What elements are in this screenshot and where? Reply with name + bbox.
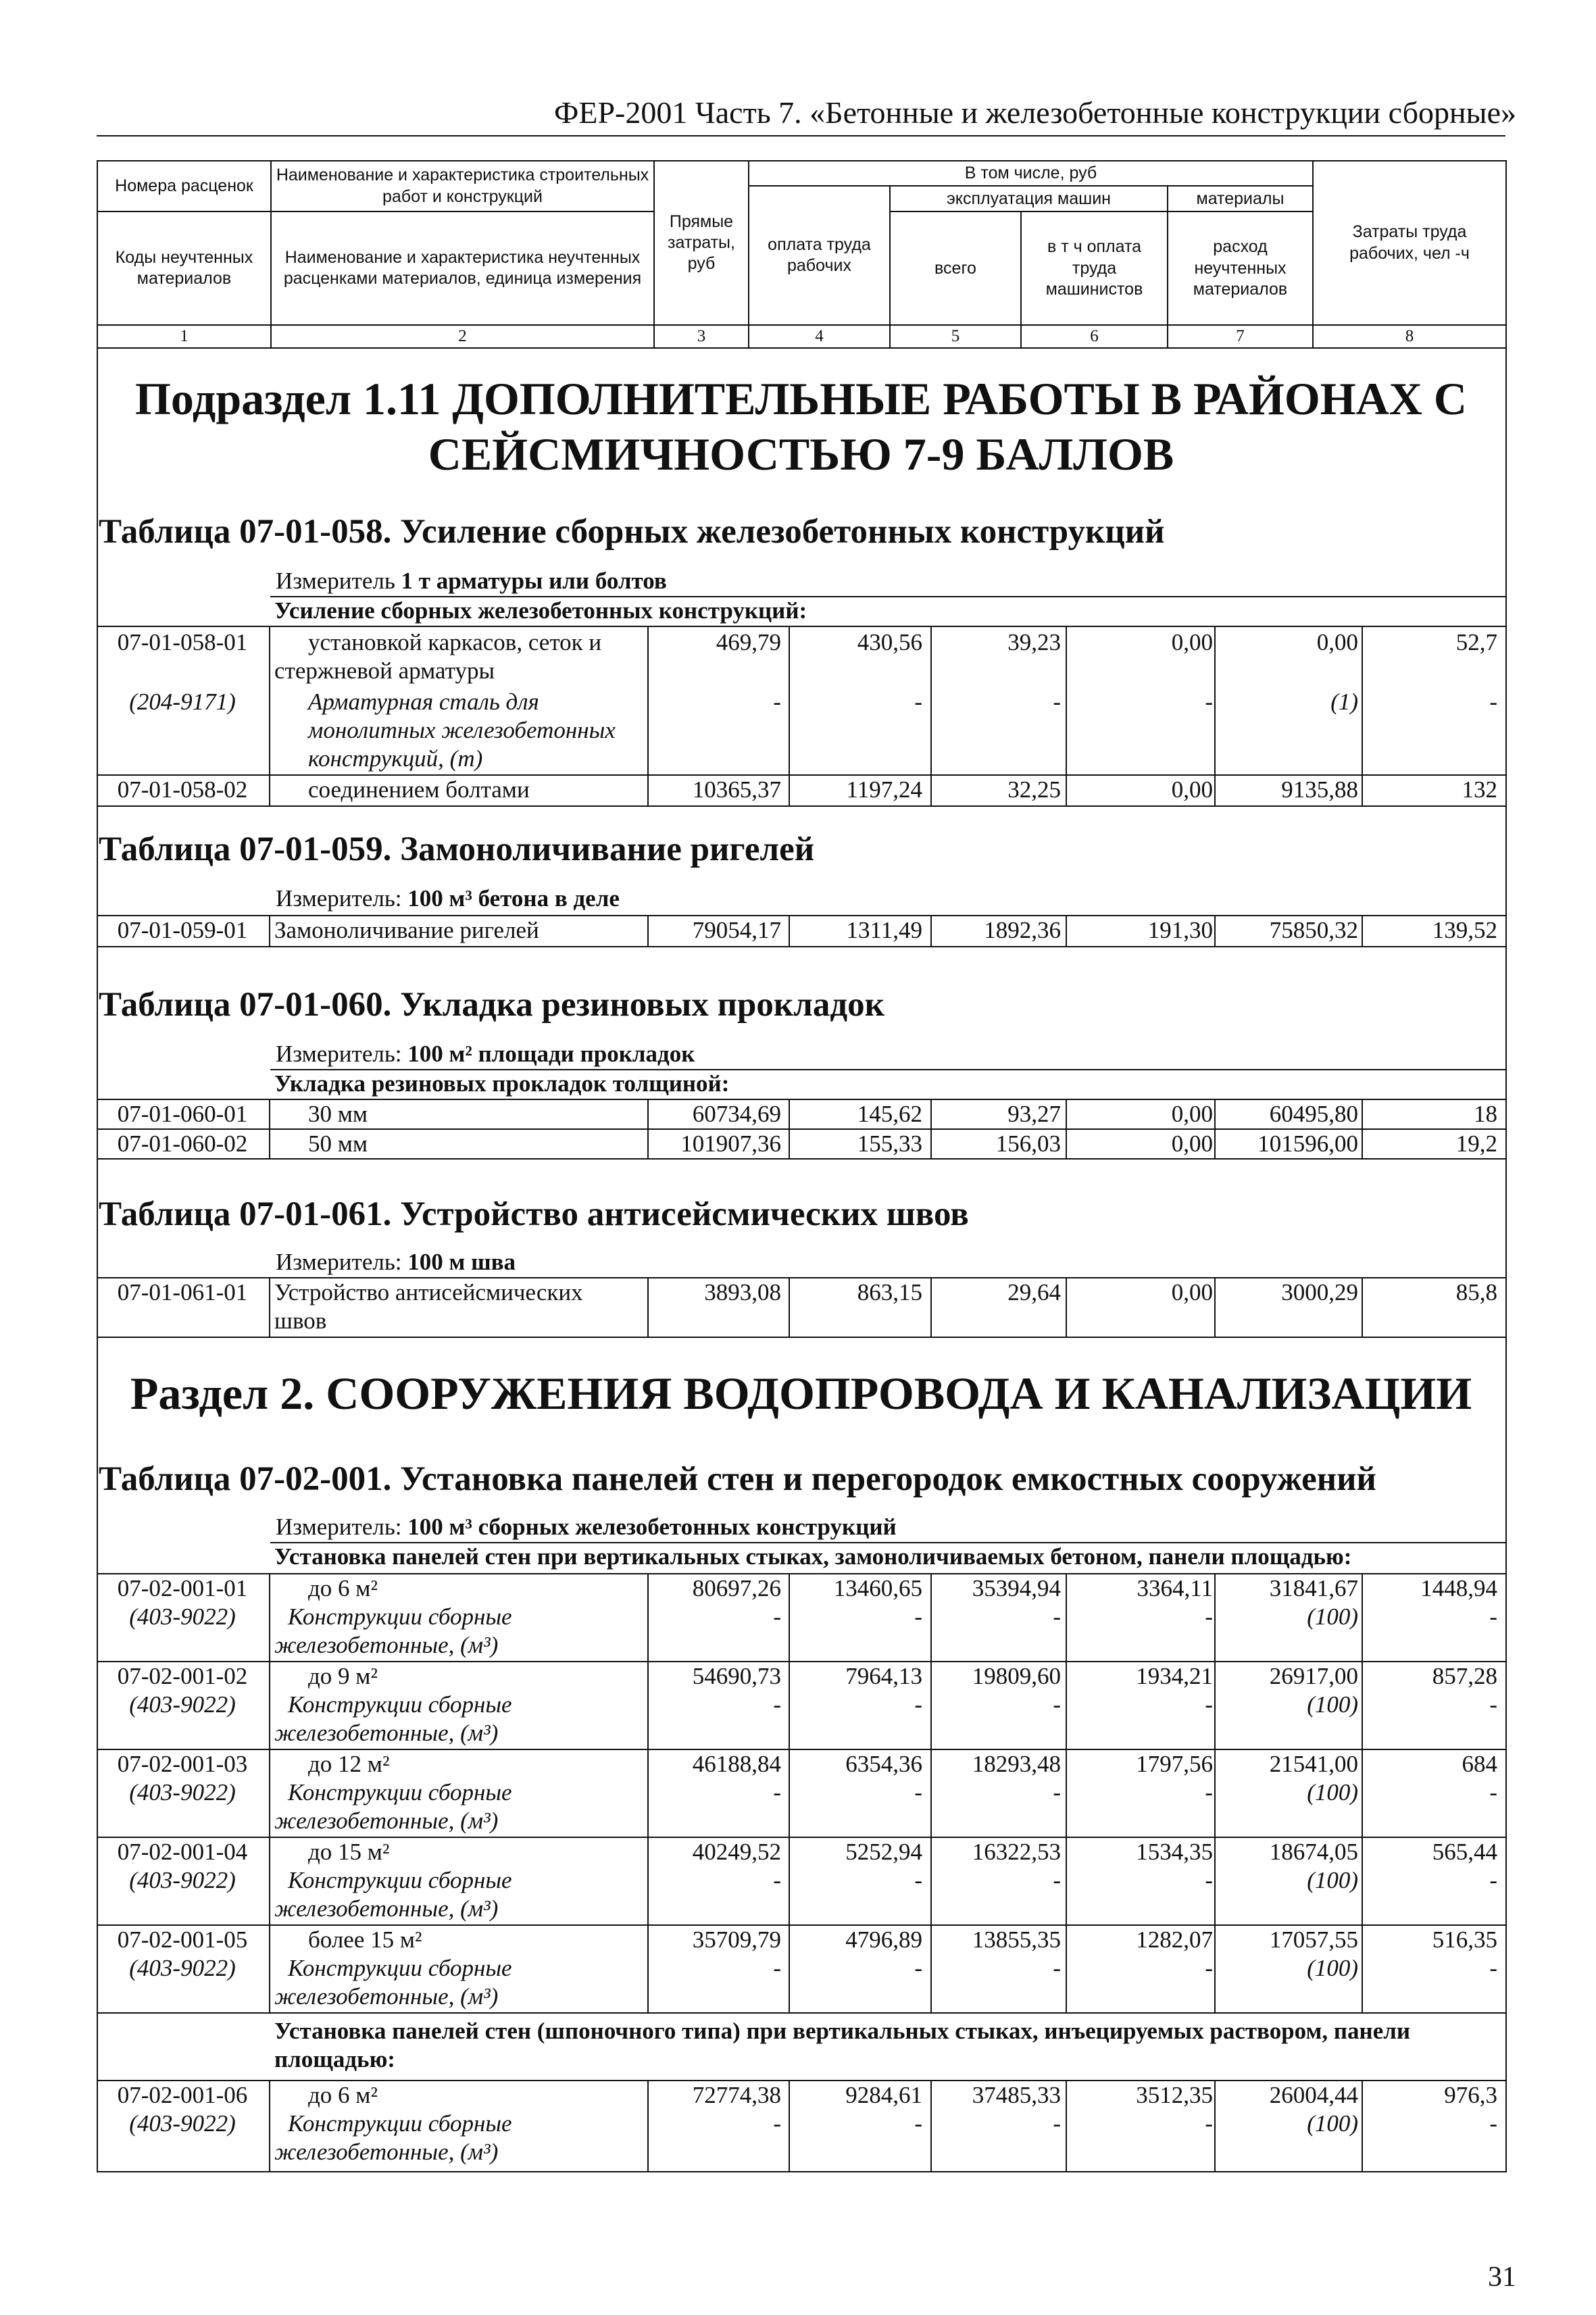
mat-c7: (100)	[1307, 1691, 1358, 1718]
col-rule	[269, 1924, 270, 2012]
measure-label: Измеритель:	[276, 1041, 402, 1067]
col-rule	[1362, 1573, 1363, 1661]
table-2001-group2-line2: площадью:	[274, 2046, 395, 2072]
material-name: Конструкции сборные	[288, 1691, 512, 1718]
rule	[97, 946, 1505, 947]
material-name: Конструкции сборные	[288, 1867, 512, 1893]
cell-c6: 1934,21	[1136, 1663, 1213, 1689]
cell-c8: 565,44	[1432, 1839, 1497, 1865]
col-rule	[1362, 1837, 1363, 1924]
col-rule	[1214, 626, 1216, 805]
material-code: (403-9022)	[129, 1691, 236, 1718]
col-rule	[1362, 1099, 1363, 1158]
col-2-top-label: Наименование и характеристика строительных работ и конструкций	[271, 161, 654, 211]
cell-c7: 26004,44	[1269, 2082, 1358, 2108]
measure-value: 1 т арматуры или болтов	[401, 568, 667, 594]
rule	[97, 626, 1505, 627]
row-code: 07-02-001-02	[117, 1663, 248, 1689]
material-code: (403-9022)	[129, 1867, 236, 1893]
col-rule	[930, 1277, 932, 1337]
col-rule	[269, 1661, 270, 1749]
cell-c5: 18293,48	[972, 1751, 1061, 1777]
col-rule	[930, 2080, 932, 2171]
row-code: 07-01-058-01	[117, 629, 248, 655]
cell-c7: 18674,05	[1269, 1839, 1358, 1865]
col-rule	[269, 626, 270, 805]
table-058-title: Таблица 07-01-058. Усиление сборных железобетонных конструкций	[99, 513, 1165, 551]
row-code: 07-02-001-06	[117, 2082, 248, 2108]
cell-c8: 857,28	[1432, 1663, 1497, 1689]
col-rule	[1066, 1837, 1067, 1924]
mat-c6: -	[1205, 1867, 1213, 1893]
row-name: до 6 м²	[308, 2082, 378, 2108]
col-rule	[1066, 1924, 1067, 2012]
mat-c6: -	[1205, 2110, 1213, 2137]
mat-c3: -	[773, 1779, 781, 1806]
table-2001-group2-line1: Установка панелей стен (шпоночного типа) при вертикальных стыках, инъецируемых раствором, панели	[274, 2018, 1411, 2044]
in-that-label: В том числе, руб	[749, 161, 1313, 186]
cell-c5: 19809,60	[972, 1663, 1061, 1689]
table-061-title: Таблица 07-01-061. Устройство антисейсмических швов	[99, 1195, 969, 1233]
rule	[97, 1158, 1505, 1160]
cell-c5: 16322,53	[972, 1839, 1061, 1865]
col-rule	[647, 626, 649, 805]
col-rule	[1362, 1924, 1363, 2012]
cell-c3: 35709,79	[692, 1926, 781, 1953]
col-rule	[789, 915, 790, 946]
cell-c6: 0,00	[1171, 629, 1213, 655]
col-number: 7	[1168, 325, 1313, 347]
col-rule	[1362, 1661, 1363, 1749]
table-058-group: Усиление сборных железобетонных конструкций:	[274, 597, 807, 624]
col-rule	[1066, 626, 1067, 805]
col-2-bottom-label: Наименование и характеристика неучтенных расценками материалов, единица измерения	[271, 211, 654, 325]
row-name: 50 мм	[308, 1130, 368, 1157]
cell-c5: 93,27	[1007, 1101, 1061, 1127]
cell-c3: 54690,73	[692, 1663, 781, 1689]
cell-c8: 132	[1462, 776, 1497, 803]
material-code: (403-9022)	[129, 2110, 236, 2137]
mat-c6: -	[1205, 1603, 1213, 1630]
table-059-measure	[276, 885, 620, 912]
row-name: Устройство антисейсмических швов	[274, 1279, 583, 1334]
col-rule	[789, 1573, 790, 1661]
col-rule	[930, 1573, 932, 1661]
material-code: (403-9022)	[129, 1603, 236, 1630]
material-unit: железобетонные, (м³)	[274, 1632, 499, 1658]
cell-c7: 75850,32	[1269, 917, 1358, 943]
col-rule	[789, 1837, 790, 1924]
mat-c3: -	[773, 1955, 781, 1981]
measure-label: Измеритель:	[276, 1249, 402, 1275]
row-code: 07-02-001-04	[117, 1839, 248, 1865]
mat-c5: -	[1053, 689, 1061, 715]
cell-c5: 37485,33	[972, 2082, 1061, 2108]
measure-label: Измеритель:	[276, 1514, 402, 1540]
cell-c8: 52,7	[1455, 629, 1497, 655]
cell-c3: 469,79	[716, 629, 781, 655]
col-4-label: оплата труда рабочих	[749, 186, 890, 325]
col-rule	[1214, 1099, 1216, 1158]
cell-c4: 6354,36	[845, 1751, 922, 1777]
table-058-measure	[276, 568, 667, 595]
cell-c8: 19,2	[1455, 1130, 1497, 1157]
table-060-title: Таблица 07-01-060. Укладка резиновых прокладок	[99, 986, 885, 1024]
col-rule	[647, 1277, 649, 1337]
mat-c6: -	[1205, 1779, 1213, 1806]
cell-c3: 72774,38	[692, 2082, 781, 2108]
col-rule	[930, 1749, 932, 1837]
row-code: 07-01-060-02	[117, 1130, 248, 1157]
cell-c6: 191,30	[1147, 917, 1213, 943]
mat-c7: (1)	[1330, 689, 1358, 715]
col-rule	[1214, 1277, 1216, 1337]
cell-c4: 13460,65	[833, 1575, 922, 1601]
col-number: 4	[749, 325, 890, 347]
col-rule	[269, 2080, 270, 2171]
table-2001-measure	[276, 1514, 897, 1541]
col-rule	[1066, 1749, 1067, 1837]
col-rule	[1362, 2080, 1363, 2171]
material-name: Конструкции сборные	[288, 2110, 512, 2137]
col-rule	[647, 915, 649, 946]
col-rule	[789, 1099, 790, 1158]
mat-c8: -	[1489, 1955, 1497, 1981]
col-rule	[930, 626, 932, 805]
cell-c7: 17057,55	[1269, 1926, 1358, 1953]
cell-c5: 39,23	[1007, 629, 1061, 655]
mat-c5: -	[1053, 1603, 1061, 1630]
cell-c8: 1448,94	[1420, 1575, 1497, 1601]
mat-c3: -	[773, 1603, 781, 1630]
measure-value: 100 м² площади прокладок	[407, 1041, 695, 1067]
col-rule	[1362, 915, 1363, 946]
cell-c4: 430,56	[857, 629, 922, 655]
material-code: (403-9022)	[129, 1779, 236, 1806]
row-code: 07-01-058-02	[117, 776, 248, 803]
col-1-top-label: Номера расценок	[97, 161, 271, 211]
cell-c4: 863,15	[857, 1279, 922, 1305]
cell-c7: 31841,67	[1269, 1575, 1358, 1601]
col-rule	[789, 626, 790, 805]
mat-c7: (100)	[1307, 2110, 1358, 2137]
cell-c8: 684	[1462, 1751, 1497, 1777]
cell-c7: 101596,00	[1257, 1130, 1358, 1157]
row-name: Замоноличивание ригелей	[274, 917, 539, 943]
col-rule	[930, 1661, 932, 1749]
cell-c6: 0,00	[1171, 1279, 1213, 1305]
page-number: 31	[1488, 2262, 1516, 2293]
col-rule	[1362, 1277, 1363, 1337]
cell-c6: 0,00	[1171, 1130, 1213, 1157]
mat-c3: -	[773, 1691, 781, 1718]
material-name: Конструкции сборные	[288, 1955, 512, 1981]
rule	[97, 1337, 1505, 1338]
machines-label: эксплуатация машин	[890, 186, 1168, 211]
table-061-measure	[276, 1249, 516, 1276]
col-rule	[789, 1924, 790, 2012]
cell-c5: 156,03	[995, 1130, 1061, 1157]
mat-c3: -	[773, 1867, 781, 1893]
running-header: ФЕР-2001 Часть 7. «Бетонные и железобетонные конструкции сборные»	[554, 95, 1516, 130]
mat-c8: -	[1489, 689, 1497, 715]
col-rule	[1066, 915, 1067, 946]
measure-value: 100 м шва	[407, 1249, 516, 1275]
col-rule	[269, 1837, 270, 1924]
cell-c6: 0,00	[1171, 1101, 1213, 1127]
mat-c8: -	[1489, 2110, 1497, 2137]
col-3-label: Прямые затраты, руб	[654, 161, 749, 325]
mat-c4: -	[914, 1867, 922, 1893]
cell-c4: 9284,61	[845, 2082, 922, 2108]
row-code: 07-02-001-05	[117, 1926, 248, 1953]
cell-c8: 18	[1474, 1101, 1497, 1127]
material-name: Конструкции сборные	[288, 1779, 512, 1806]
row-name: 30 мм	[308, 1101, 368, 1127]
material-name: Конструкции сборные	[288, 1603, 512, 1630]
material-unit: железобетонные, (м³)	[274, 1720, 499, 1746]
row-name: до 9 м²	[308, 1663, 378, 1689]
row-name: установкой каркасов, сеток и стержневой арматуры	[274, 629, 602, 684]
col-rule	[1214, 1749, 1216, 1837]
col-rule	[647, 1573, 649, 1661]
col-number: 5	[890, 325, 1021, 347]
cell-c8: 85,8	[1455, 1279, 1497, 1305]
row-code: 07-01-061-01	[117, 1279, 248, 1305]
row-name: до 12 м²	[308, 1751, 390, 1777]
table-060-measure	[276, 1041, 695, 1068]
mat-c5: -	[1053, 2110, 1061, 2137]
col-rule	[647, 1837, 649, 1924]
cell-c3: 10365,37	[692, 776, 781, 803]
header-rule	[97, 135, 1505, 136]
rule	[97, 2171, 1505, 2172]
row-name: до 15 м²	[308, 1839, 390, 1865]
col-rule	[269, 1573, 270, 1661]
material-unit: железобетонные, (м³)	[274, 1895, 499, 1922]
material-unit: железобетонные, (м³)	[274, 1808, 499, 1834]
mat-c4: -	[914, 1603, 922, 1630]
material-unit: железобетонные, (м³)	[274, 1983, 499, 2010]
materials-label: материалы	[1168, 186, 1313, 211]
col-1-bottom-label: Коды неучтенных материалов	[97, 211, 271, 325]
cell-c6: 3364,11	[1137, 1575, 1213, 1601]
cell-c4: 1197,24	[846, 776, 922, 803]
col-rule	[1362, 626, 1363, 805]
col-number: 1	[97, 325, 271, 347]
col-5-label: всего	[890, 211, 1021, 325]
col-rule	[647, 1661, 649, 1749]
col-rule	[930, 915, 932, 946]
col-rule	[1214, 1924, 1216, 2012]
mat-c5: -	[1053, 1691, 1061, 1718]
rule	[97, 2080, 1505, 2081]
mat-c4: -	[914, 689, 922, 715]
material-unit: железобетонные, (м³)	[274, 2139, 499, 2165]
mat-c5: -	[1053, 1779, 1061, 1806]
cell-c5: 13855,35	[972, 1926, 1061, 1953]
col-rule	[647, 1099, 649, 1158]
measure-label: Измеритель	[276, 568, 395, 594]
mat-c7: (100)	[1307, 1779, 1358, 1806]
material-name: Арматурная сталь для монолитных железобетонных конструкций, (т)	[308, 689, 616, 772]
cell-c4: 4796,89	[845, 1926, 922, 1953]
col-rule	[789, 1661, 790, 1749]
subsection-title-line1: Подраздел 1.11 ДОПОЛНИТЕЛЬНЫЕ РАБОТЫ В РАЙОНАХ С	[135, 373, 1467, 424]
column-header-table	[97, 160, 1507, 349]
mat-c4: -	[914, 1955, 922, 1981]
mat-c8: -	[1489, 1691, 1497, 1718]
rule	[97, 2012, 1505, 2014]
col-rule	[269, 1277, 270, 1337]
cell-c3: 46188,84	[692, 1751, 781, 1777]
cell-c6: 1534,35	[1136, 1839, 1213, 1865]
col-rule	[269, 1099, 270, 1158]
cell-c3: 101907,36	[680, 1130, 781, 1157]
mat-c6: -	[1205, 1955, 1213, 1981]
col-rule	[789, 1277, 790, 1337]
mat-c7: (100)	[1307, 1955, 1358, 1981]
mat-c3: -	[773, 689, 781, 715]
col-number: 6	[1021, 325, 1168, 347]
mat-c6: -	[1205, 1691, 1213, 1718]
mat-c7: (100)	[1307, 1867, 1358, 1893]
cell-c5: 29,64	[1007, 1279, 1061, 1305]
row-name: до 6 м²	[308, 1575, 378, 1601]
col-rule	[1066, 1277, 1067, 1337]
material-code: (403-9022)	[129, 1955, 236, 1981]
col-rule	[1214, 1661, 1216, 1749]
col-8-label: Затраты труда рабочих, чел -ч	[1313, 161, 1506, 325]
mat-c3: -	[773, 2110, 781, 2137]
col-rule	[789, 2080, 790, 2171]
material-code: (204-9171)	[129, 689, 236, 715]
cell-c7: 9135,88	[1281, 776, 1358, 803]
measure-value: 100 м³ бетона в деле	[407, 885, 620, 912]
mat-c5: -	[1053, 1867, 1061, 1893]
col-7-label: расход неучтенных материалов	[1168, 211, 1313, 325]
cell-c8: 139,52	[1432, 917, 1497, 943]
col-6-label: в т ч оплата труда машинистов	[1021, 211, 1168, 325]
mat-c5: -	[1053, 1955, 1061, 1981]
cell-c3: 40249,52	[692, 1839, 781, 1865]
col-rule	[1214, 1573, 1216, 1661]
section-2-title: Раздел 2. СООРУЖЕНИЯ ВОДОПРОВОДА И КАНАЛИЗАЦИИ	[130, 1368, 1472, 1419]
col-rule	[1214, 1837, 1216, 1924]
table-2001-group1: Установка панелей стен при вертикальных стыках, замоноличиваемых бетоном, панели площадью:	[274, 1543, 1352, 1570]
table-059-title: Таблица 07-01-059. Замоноличивание ригелей	[99, 830, 815, 868]
cell-c7: 26917,00	[1269, 1663, 1358, 1689]
col-rule	[930, 1099, 932, 1158]
cell-c4: 145,62	[857, 1101, 922, 1127]
col-rule	[930, 1924, 932, 2012]
col-rule	[269, 1749, 270, 1837]
row-code: 07-01-060-01	[117, 1101, 248, 1127]
col-rule	[930, 1837, 932, 1924]
table-2001-title: Таблица 07-02-001. Установка панелей стен и перегородок емкостных сооружений	[99, 1460, 1376, 1498]
cell-c4: 1311,49	[846, 917, 922, 943]
row-name: более 15 м²	[308, 1926, 422, 1953]
cell-c5: 1892,36	[984, 917, 1061, 943]
row-name: соединением болтами	[308, 776, 530, 803]
measure-value: 100 м³ сборных железобетонных конструкций	[407, 1514, 897, 1540]
mat-c6: -	[1205, 689, 1213, 715]
table-060-group: Укладка резиновых прокладок толщиной:	[274, 1070, 730, 1097]
cell-c5: 32,25	[1007, 776, 1061, 803]
rule	[97, 805, 1505, 807]
col-rule	[1066, 1573, 1067, 1661]
mat-c4: -	[914, 1691, 922, 1718]
measure-label: Измеритель:	[276, 885, 402, 912]
cell-c3: 60734,69	[692, 1101, 781, 1127]
cell-c6: 0,00	[1171, 776, 1213, 803]
cell-c8: 976,3	[1444, 2082, 1497, 2108]
cell-c7: 21541,00	[1269, 1751, 1358, 1777]
col-number: 3	[654, 325, 749, 347]
col-rule	[1066, 2080, 1067, 2171]
cell-c7: 3000,29	[1281, 1279, 1358, 1305]
mat-c8: -	[1489, 1603, 1497, 1630]
row-code: 07-01-059-01	[117, 917, 248, 943]
mat-c4: -	[914, 2110, 922, 2137]
col-rule	[1066, 1661, 1067, 1749]
cell-c7: 0,00	[1316, 629, 1358, 655]
mat-c7: (100)	[1307, 1603, 1358, 1630]
subsection-title-line2: СЕЙСМИЧНОСТЬЮ 7-9 БАЛЛОВ	[428, 428, 1174, 480]
col-rule	[269, 915, 270, 946]
cell-c4: 5252,94	[845, 1839, 922, 1865]
col-number: 2	[271, 325, 654, 347]
cell-c6: 3512,35	[1136, 2082, 1213, 2108]
mat-c8: -	[1489, 1867, 1497, 1893]
col-rule	[789, 1749, 790, 1837]
mat-c4: -	[914, 1779, 922, 1806]
cell-c3: 80697,26	[692, 1575, 781, 1601]
cell-c6: 1797,56	[1136, 1751, 1213, 1777]
col-rule	[647, 2080, 649, 2171]
cell-c4: 155,33	[857, 1130, 922, 1157]
col-number: 8	[1313, 325, 1506, 347]
col-rule	[1362, 1749, 1363, 1837]
col-rule	[1066, 1099, 1067, 1158]
cell-c8: 516,35	[1432, 1926, 1497, 1953]
cell-c3: 79054,17	[692, 917, 781, 943]
cell-c7: 60495,80	[1269, 1101, 1358, 1127]
col-rule	[1214, 915, 1216, 946]
cell-c3: 3893,08	[704, 1279, 781, 1305]
col-rule	[647, 1749, 649, 1837]
cell-c5: 35394,94	[972, 1575, 1061, 1601]
cell-c4: 7964,13	[845, 1663, 922, 1689]
col-rule	[1214, 2080, 1216, 2171]
row-code: 07-02-001-03	[117, 1751, 248, 1777]
mat-c8: -	[1489, 1779, 1497, 1806]
row-code: 07-02-001-01	[117, 1575, 248, 1601]
cell-c6: 1282,07	[1136, 1926, 1213, 1953]
col-rule	[647, 1924, 649, 2012]
